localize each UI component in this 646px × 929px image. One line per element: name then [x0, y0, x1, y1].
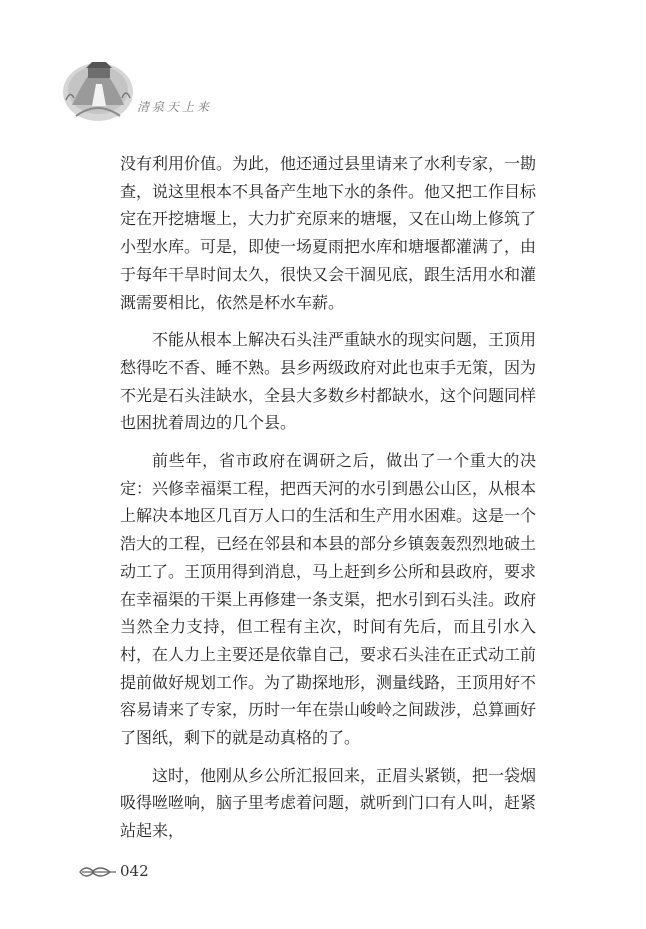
paragraph: 没有利用价值。为此，他还通过县里请来了水利专家，一勘查，说这里根本不具备产生地下水的条件。他又把工作目标定在开挖塘堰上，大力扩充原来的塘堰，又在山坳上修筑了小型水库。可是，即使一场夏雨把水库和塘堰都灌满了，由于每年干旱时间太久，很快又会干涸见底，跟生活用水和灌溉需要相比，依然是杯水车薪。 — [120, 154, 537, 312]
paragraph: 不能从根本上解决石头洼严重缺水的现实问题，王顶用愁得吃不香、睡不熟。县乡两级政府对此也束手无策，因为不光是石头洼缺水，全县大多数乡村都缺水，这个问题同样也困扰着周边的几个县。 — [120, 330, 537, 433]
book-title: 清泉天上来 — [137, 100, 213, 114]
page-body — [120, 150, 536, 845]
paragraph: 前些年，省市政府在调研之后，做出了一个重大的决定：兴修幸福渠工程，把西天河的水引到愚公山区，从根本上解决本地区几百万人口的生活和生产用水困难。这是一个浩大的工程，已经在邻县和本县的部分乡镇轰轰烈烈地破土动工了。王顶用得到消息，马上赶到乡公所和县政府，要求在幸福渠的干渠上再修建一条支渠，把水引到石头洼。政府当然全力支持，但工程有主次，时间有先后，而且引水入村，在人力上主要还是依靠自己，要求石头洼在正式动工前提前做好规划工作。为了勘探地形，测量线路，王顶用好不容易请来了专家，历时一年在崇山峻岭之间跋涉，总算画好了图纸，剩下的就是动真格的了。 — [120, 451, 537, 748]
ancient-gate-emblem-icon — [62, 60, 134, 122]
page-footer — [78, 860, 198, 884]
leaf-ornament-icon — [78, 862, 118, 882]
running-header — [62, 60, 362, 130]
paragraph: 这时，他刚从乡公所汇报回来，正眉头紧锁，把一袋烟吸得咝咝响，脑子里考虑着问题，就听到门口有人叫，赶紧站起来， — [120, 765, 537, 841]
page-number: 042 — [120, 862, 149, 880]
